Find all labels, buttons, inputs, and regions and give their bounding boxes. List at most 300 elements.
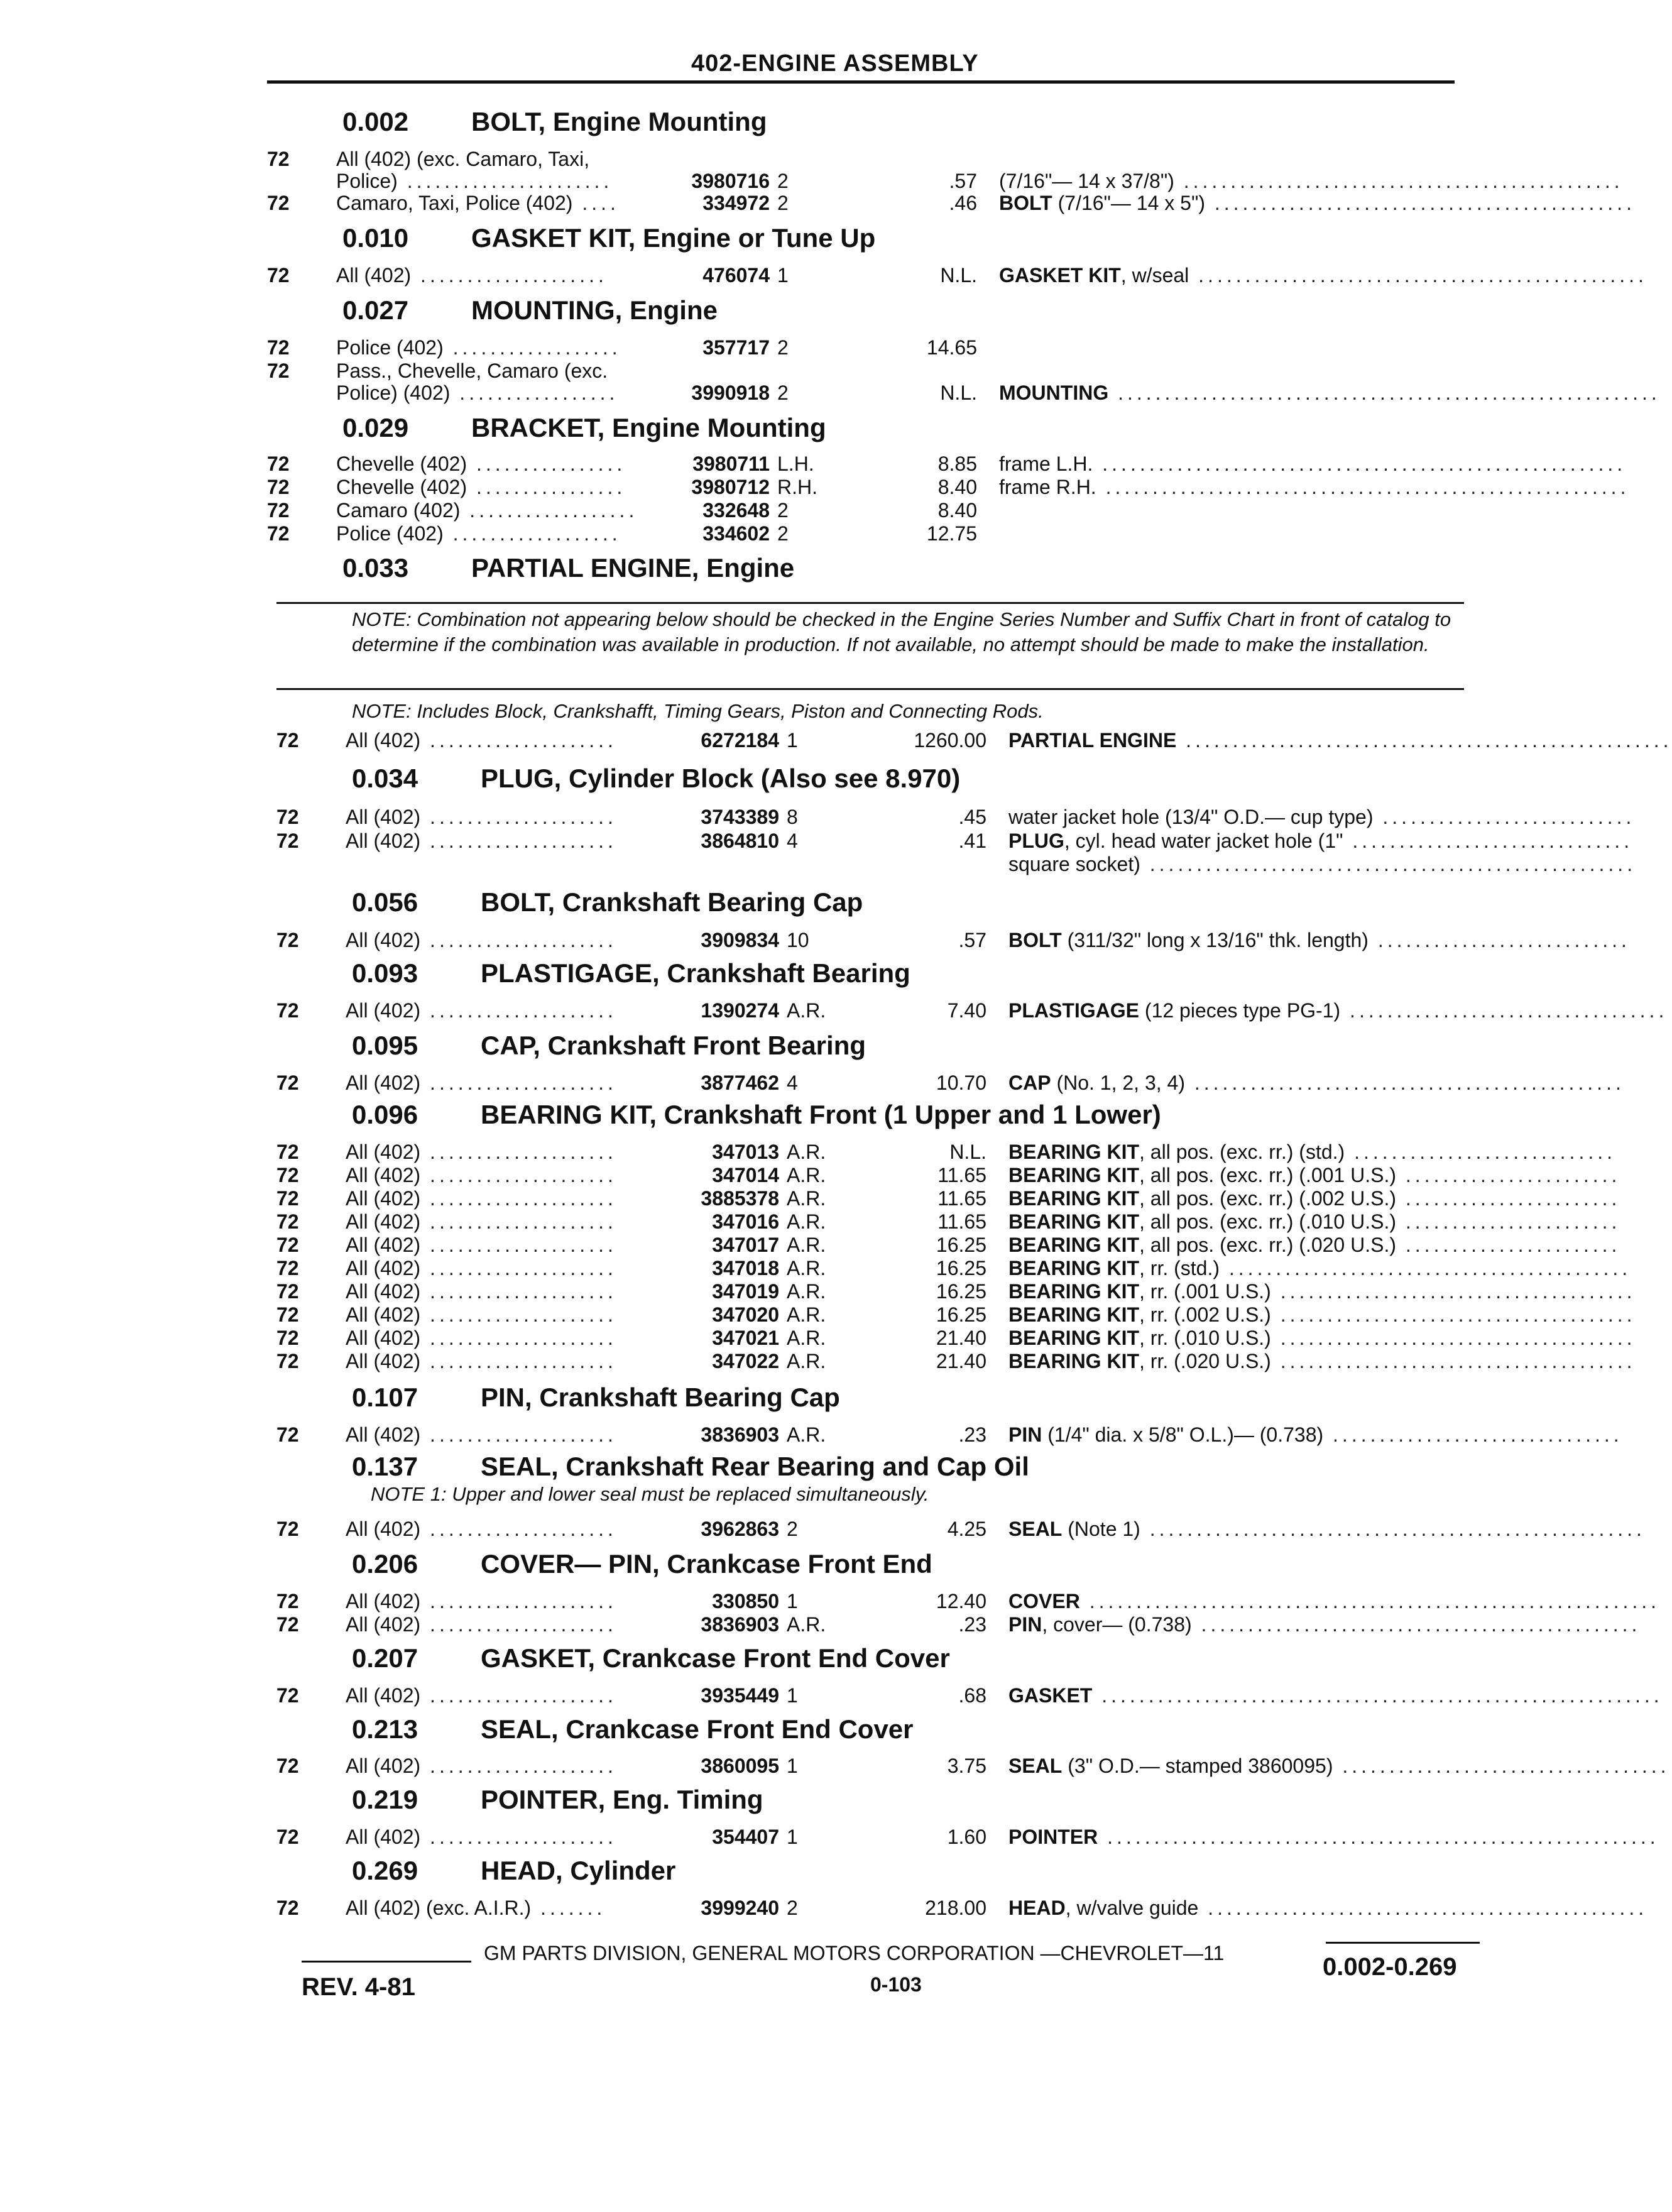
- table-row: [267, 336, 1483, 361]
- table-row: [276, 1234, 1621, 1259]
- section-name: CAP, Crankshaft Front Bearing: [481, 1031, 866, 1060]
- quantity: A.R.: [787, 999, 826, 1022]
- table-row: [276, 1210, 1621, 1235]
- table-row: [276, 1613, 1641, 1638]
- dot-leader: ..........................................................: [1108, 381, 1661, 404]
- section-number: 0.207: [352, 1643, 418, 1673]
- part-number: 347016: [712, 1210, 779, 1233]
- application: [346, 1164, 617, 1187]
- application-text: All (402): [346, 1210, 421, 1233]
- application-text: All (402): [346, 1423, 421, 1446]
- application-text: All (402): [346, 1327, 421, 1349]
- includes-note: NOTE: Includes Block, Crankshafft, Timing Gears, Piston and Connecting Rods.: [352, 700, 1044, 722]
- dot-leader: ....................: [420, 830, 617, 852]
- description: [999, 170, 1624, 193]
- application: [336, 170, 613, 193]
- price: .23: [958, 1613, 986, 1636]
- part-number: 3935449: [701, 1684, 779, 1707]
- table-row: [267, 381, 1661, 407]
- part-number: 347013: [712, 1141, 779, 1163]
- section-number: 0.010: [342, 223, 409, 253]
- section-name: COVER— PIN, Crankcase Front End: [481, 1549, 932, 1579]
- part-number: 357717: [702, 336, 770, 359]
- price: 1.60: [947, 1826, 986, 1848]
- table-row: [276, 929, 1631, 954]
- model-year: 72: [267, 452, 290, 475]
- section-name: SEAL, Crankshaft Rear Bearing and Cap Oil: [481, 1452, 1029, 1481]
- price: 7.40: [947, 999, 986, 1022]
- section-name: HEAD, Cylinder: [481, 1856, 676, 1885]
- part-number: 347021: [712, 1327, 779, 1349]
- application: [346, 1303, 617, 1327]
- dot-leader: ...............................: [1323, 1423, 1623, 1446]
- application: [346, 806, 617, 829]
- application: [346, 1897, 606, 1920]
- model-year: 72: [276, 806, 299, 828]
- dot-leader: ......................................: [1270, 1280, 1636, 1303]
- model-year: 72: [267, 476, 290, 498]
- application: [336, 522, 621, 545]
- model-year: 72: [276, 1613, 299, 1636]
- application-text: All (402): [346, 1518, 421, 1540]
- dot-leader: ..................: [443, 336, 621, 359]
- table-row: [267, 192, 1636, 217]
- part-number: 3962863: [701, 1518, 779, 1540]
- price: 12.40: [936, 1590, 986, 1612]
- dot-leader: ........................................................: [1093, 452, 1627, 475]
- table-row: [276, 1303, 1636, 1328]
- application-text: All (402): [346, 1590, 421, 1612]
- description-text: BEARING KIT, all pos. (exc. rr.) (.001 U.S.): [1008, 1164, 1396, 1186]
- model-year: 72: [276, 1327, 299, 1349]
- part-number: 354407: [712, 1826, 779, 1848]
- dot-leader: ....................: [420, 1590, 617, 1612]
- table-row: [276, 830, 1634, 855]
- section-name: PLASTIGAGE, Crankshaft Bearing: [481, 958, 910, 988]
- application: [346, 830, 617, 853]
- part-number: 332648: [702, 499, 770, 522]
- price: 11.65: [937, 1164, 986, 1186]
- application-text: All (402): [346, 1826, 421, 1848]
- dot-leader: ....................: [420, 1684, 617, 1707]
- price: N.L.: [949, 1141, 986, 1163]
- description: [1008, 1141, 1616, 1164]
- part-number: 1390274: [701, 999, 779, 1022]
- quantity: 1: [787, 1755, 798, 1777]
- part-number: 347017: [712, 1234, 779, 1256]
- dot-leader: ..............................................: [1184, 1071, 1625, 1094]
- dot-leader: ...............................................: [1174, 170, 1624, 192]
- section-heading: [352, 1549, 932, 1579]
- quantity: A.R.: [787, 1423, 826, 1446]
- quantity: 4: [787, 1071, 798, 1094]
- dot-leader: ....................: [420, 1210, 617, 1233]
- dot-leader: ...............................................: [1191, 1613, 1641, 1636]
- part-number: 3836903: [701, 1423, 779, 1446]
- part-number: 3877462: [701, 1071, 779, 1094]
- section-heading: [352, 1714, 914, 1744]
- table-row: [267, 170, 1624, 195]
- section-heading: [342, 295, 718, 326]
- dot-leader: ......................................: [1270, 1350, 1636, 1372]
- section-number: 0.219: [352, 1785, 418, 1814]
- price: 21.40: [936, 1327, 986, 1349]
- section-number: 0.107: [352, 1382, 418, 1412]
- description-text: GASKET KIT, w/seal: [999, 264, 1189, 287]
- section-heading: [352, 1382, 840, 1413]
- quantity: A.R.: [787, 1280, 826, 1303]
- application-text: All (402): [346, 929, 421, 951]
- dot-leader: ...............................................: [1198, 1897, 1648, 1919]
- table-row: [276, 1071, 1625, 1097]
- dot-leader: .......: [531, 1897, 606, 1919]
- part-number: 347018: [712, 1257, 779, 1279]
- dot-leader: ....................: [420, 1071, 617, 1094]
- model-year: 72: [276, 1590, 299, 1612]
- description: [1008, 1350, 1636, 1373]
- footer-left-rule: [302, 1961, 471, 1963]
- application: [346, 1590, 617, 1613]
- table-row: [267, 499, 1483, 524]
- table-row: [276, 806, 1636, 831]
- footer-right-rule: [1326, 1942, 1480, 1944]
- section-number: 0.033: [342, 553, 409, 583]
- description: [1008, 1257, 1631, 1280]
- dot-leader: ....................: [420, 1257, 617, 1279]
- model-year: 72: [276, 729, 299, 752]
- footer-item-range: 0.002-0.269: [1323, 1953, 1457, 1981]
- table-row: [276, 1684, 1663, 1709]
- model-year: 72: [276, 1684, 299, 1707]
- application: [336, 336, 621, 359]
- description-text: square socket): [1008, 853, 1140, 875]
- application: [346, 729, 617, 752]
- price: 21.40: [936, 1350, 986, 1372]
- part-number: 347022: [712, 1350, 779, 1372]
- description-text: BEARING KIT, rr. (.010 U.S.): [1008, 1327, 1271, 1349]
- dot-leader: .......................: [1396, 1210, 1621, 1233]
- application-text: All (402): [346, 729, 421, 752]
- part-number: 3860095: [701, 1755, 779, 1777]
- section-number: 0.095: [352, 1031, 418, 1060]
- application-text: All (402): [346, 1303, 421, 1326]
- dot-leader: .......................: [1396, 1234, 1621, 1256]
- part-number: 3980716: [691, 170, 770, 192]
- footer-company: GM PARTS DIVISION, GENERAL MOTORS CORPORATION —CHEVROLET—11: [484, 1942, 1225, 1964]
- section-name: BOLT, Crankshaft Bearing Cap: [481, 887, 863, 917]
- model-year: 72: [267, 522, 290, 545]
- dot-leader: .......................: [1396, 1187, 1621, 1210]
- dot-leader: ....................: [420, 999, 617, 1022]
- table-row: [276, 1327, 1636, 1352]
- quantity: 1: [787, 1684, 798, 1707]
- quantity: R.H.: [777, 476, 817, 498]
- application-text: Camaro (402): [336, 499, 461, 522]
- application-text: All (402): [346, 806, 421, 828]
- model-year: 72: [276, 1303, 299, 1326]
- description: [1008, 1613, 1641, 1636]
- part-number: 347014: [712, 1164, 779, 1186]
- description-text: PIN, cover— (0.738): [1008, 1613, 1192, 1636]
- model-year: 72: [276, 1071, 299, 1094]
- section-name: PARTIAL ENGINE, Engine: [471, 553, 795, 583]
- section-heading: [352, 1452, 1029, 1482]
- quantity: 1: [787, 729, 798, 752]
- table-row: [267, 452, 1627, 478]
- section-name: SEAL, Crankcase Front End Cover: [481, 1714, 914, 1744]
- table-row: [276, 1280, 1636, 1305]
- application: [346, 1684, 617, 1707]
- dot-leader: ....................: [420, 1613, 617, 1636]
- application-text: All (402) (exc. A.I.R.): [346, 1897, 532, 1919]
- quantity: A.R.: [787, 1303, 826, 1326]
- table-row: [276, 853, 1637, 878]
- model-year: 72: [267, 499, 290, 522]
- quantity: A.R.: [787, 1187, 826, 1210]
- quantity: 4: [787, 830, 798, 852]
- model-year: 72: [276, 1187, 299, 1210]
- section-name: BEARING KIT, Crankshaft Front (1 Upper and 1 Lower): [481, 1100, 1161, 1129]
- quantity: 10: [787, 929, 809, 951]
- application-text: All (402): [346, 1755, 421, 1777]
- application: [346, 1280, 617, 1303]
- description-text: PLUG, cyl. head water jacket hole (1": [1008, 830, 1343, 852]
- model-year: 72: [276, 1755, 299, 1777]
- dot-leader: ....................: [420, 1234, 617, 1256]
- description: [1008, 806, 1635, 829]
- application: [346, 1423, 617, 1447]
- section-name: PIN, Crankshaft Bearing Cap: [481, 1382, 840, 1412]
- price: N.L.: [940, 264, 977, 287]
- quantity: A.R.: [787, 1350, 826, 1372]
- model-year: 72: [276, 1164, 299, 1186]
- application-text: All (402): [336, 264, 412, 287]
- section-heading: [352, 887, 863, 917]
- table-row: [276, 999, 1668, 1024]
- model-year: 72: [276, 1423, 299, 1446]
- section-number: 0.137: [352, 1452, 418, 1481]
- table-row: [276, 1187, 1621, 1212]
- model-year: 72: [276, 1897, 299, 1919]
- application-text: All (402): [346, 1280, 421, 1303]
- dot-leader: ................................................: [1189, 264, 1647, 287]
- part-number: 3836903: [701, 1613, 779, 1636]
- quantity: A.R.: [787, 1613, 826, 1636]
- model-year: 72: [267, 336, 290, 359]
- model-year: 72: [276, 1141, 299, 1163]
- dot-leader: ....................: [420, 1327, 617, 1349]
- dot-leader: .......................: [1396, 1164, 1621, 1186]
- section-heading: [342, 553, 794, 583]
- quantity: A.R.: [787, 1257, 826, 1279]
- model-year: 72: [276, 999, 299, 1022]
- model-year: 72: [267, 148, 290, 170]
- description: [999, 476, 1629, 499]
- quantity: 2: [777, 170, 789, 192]
- quantity: 2: [777, 381, 789, 404]
- section-name: MOUNTING, Engine: [471, 295, 718, 325]
- section-number: 0.029: [342, 413, 409, 442]
- section-number: 0.093: [352, 958, 418, 988]
- model-year: 72: [276, 1350, 299, 1372]
- part-number: 6272184: [701, 729, 779, 752]
- description: [1008, 1755, 1670, 1778]
- table-row: [267, 476, 1630, 501]
- table-row: [276, 1350, 1636, 1375]
- description: [1008, 999, 1668, 1022]
- quantity: A.R.: [787, 1327, 826, 1349]
- application: [336, 359, 608, 383]
- quantity: A.R.: [787, 1164, 826, 1186]
- model-year: 72: [276, 1280, 299, 1303]
- quantity: 8: [787, 806, 798, 828]
- application-text: All (402): [346, 1071, 421, 1094]
- price: N.L.: [940, 381, 977, 404]
- description: [1008, 1187, 1620, 1210]
- description-text: SEAL (3" O.D.— stamped 3860095): [1008, 1755, 1333, 1777]
- description: [1008, 1210, 1620, 1234]
- description-text: frame L.H.: [999, 452, 1093, 475]
- part-number: 3980711: [692, 452, 770, 475]
- dot-leader: ....................: [420, 1303, 617, 1326]
- price: 11.65: [937, 1210, 986, 1233]
- quantity: L.H.: [777, 452, 814, 475]
- dot-leader: .............................................: [1205, 192, 1636, 214]
- application: [346, 1257, 617, 1280]
- price: 8.40: [937, 499, 977, 522]
- price: 3.75: [947, 1755, 986, 1777]
- application: [346, 929, 617, 952]
- section-heading: [352, 1643, 950, 1673]
- description: [999, 452, 1626, 476]
- dot-leader: ..................: [443, 522, 621, 545]
- application-text: All (402): [346, 1613, 421, 1636]
- description-text: PLASTIGAGE (12 pieces type PG-1): [1008, 999, 1341, 1022]
- application-text: Camaro, Taxi, Police (402): [336, 192, 573, 214]
- dot-leader: .....................................................: [1140, 1518, 1646, 1540]
- application-text: All (402): [346, 1187, 421, 1210]
- section-heading: [342, 107, 767, 137]
- part-number: 3864810: [701, 830, 779, 852]
- price: 16.25: [936, 1234, 986, 1256]
- quantity: A.R.: [787, 1210, 826, 1233]
- dot-leader: ...........................................................: [1098, 1826, 1659, 1848]
- section-number: 0.034: [352, 764, 418, 793]
- section-number: 0.269: [352, 1856, 418, 1885]
- application: [346, 999, 617, 1022]
- price: 11.65: [937, 1187, 986, 1210]
- description: [1008, 830, 1633, 853]
- price: 16.25: [936, 1280, 986, 1303]
- application-text: Chevelle (402): [336, 452, 467, 475]
- dot-leader: ....................: [411, 264, 608, 287]
- section-number: 0.027: [342, 295, 409, 325]
- part-number: 3999240: [701, 1897, 779, 1919]
- description-text: PIN (1/4" dia. x 5/8" O.L.)— (0.738): [1008, 1423, 1324, 1446]
- application: [346, 1210, 617, 1234]
- quantity: 1: [787, 1826, 798, 1848]
- quantity: A.R.: [787, 1141, 826, 1163]
- dot-leader: ....................................................: [1140, 853, 1637, 875]
- application-text: All (402) (exc. Camaro, Taxi,: [336, 148, 590, 170]
- application-text: All (402): [346, 1164, 421, 1186]
- description-text: water jacket hole (13/4" O.D.— cup type): [1008, 806, 1374, 828]
- part-number: 347020: [712, 1303, 779, 1326]
- application: [346, 1826, 617, 1849]
- price: .41: [958, 830, 986, 852]
- dot-leader: ....................: [420, 1350, 617, 1372]
- application: [346, 1327, 617, 1350]
- model-year: 72: [276, 1257, 299, 1279]
- section-number: 0.096: [352, 1100, 418, 1129]
- description-text: BEARING KIT, rr. (.020 U.S.): [1008, 1350, 1271, 1372]
- dot-leader: ....................: [420, 1164, 617, 1186]
- dot-leader: ...........................................: [1220, 1257, 1632, 1279]
- description-text: PARTIAL ENGINE: [1008, 729, 1177, 752]
- description: [999, 264, 1647, 287]
- dot-leader: ...........................: [1368, 929, 1631, 951]
- description-text: POINTER: [1008, 1826, 1098, 1848]
- description-text: BEARING KIT, all pos. (exc. rr.) (.010 U.S.): [1008, 1210, 1396, 1233]
- note-top-rule: [276, 602, 1464, 604]
- price: 16.25: [936, 1257, 986, 1279]
- description-text: BEARING KIT, all pos. (exc. rr.) (std.): [1008, 1141, 1345, 1163]
- model-year: 72: [276, 830, 299, 852]
- description: [1008, 1897, 1647, 1920]
- application: [336, 499, 638, 522]
- description-text: COVER: [1008, 1590, 1080, 1612]
- dot-leader: ......................................: [1270, 1303, 1636, 1326]
- price: .46: [949, 192, 977, 214]
- dot-leader: ............................................................: [1092, 1684, 1663, 1707]
- dot-leader: ....................: [420, 1755, 617, 1777]
- seal-note: NOTE 1: Upper and lower seal must be replaced simultaneously.: [371, 1483, 929, 1505]
- application: [336, 148, 589, 171]
- dot-leader: ....................: [420, 1826, 617, 1848]
- application-text: All (402): [346, 1350, 421, 1372]
- table-row: [267, 522, 1483, 547]
- table-row: [276, 1897, 1648, 1922]
- dot-leader: ....................: [420, 1423, 617, 1446]
- description: [1008, 1423, 1623, 1447]
- description: [1008, 1684, 1663, 1707]
- description: [1008, 1590, 1660, 1613]
- table-row: [276, 1164, 1621, 1189]
- table-row: [276, 1257, 1632, 1282]
- description-text: BEARING KIT, rr. (std.): [1008, 1257, 1220, 1279]
- dot-leader: ....................................................: [1176, 729, 1672, 752]
- dot-leader: ..................: [460, 499, 638, 522]
- description-text: GASKET: [1008, 1684, 1093, 1707]
- description-text: BOLT (7/16"— 14 x 5"): [999, 192, 1205, 214]
- dot-leader: ...................................: [1333, 1755, 1670, 1777]
- section-heading: [352, 1785, 763, 1815]
- section-number: 0.002: [342, 107, 409, 136]
- footer-revision: REV. 4-81: [302, 1973, 415, 2001]
- quantity: 2: [777, 499, 789, 522]
- application-text: Police): [336, 170, 398, 192]
- application: [346, 1141, 617, 1164]
- description-text: CAP (No. 1, 2, 3, 4): [1008, 1071, 1185, 1094]
- description: [1008, 1518, 1646, 1541]
- section-name: POINTER, Eng. Timing: [481, 1785, 763, 1814]
- description-text: BEARING KIT, rr. (.002 U.S.): [1008, 1303, 1271, 1326]
- dot-leader: ............................: [1345, 1141, 1616, 1163]
- table-row: [276, 729, 1672, 754]
- application: [346, 1350, 617, 1373]
- section-number: 0.213: [352, 1714, 418, 1744]
- price: 12.75: [926, 522, 977, 545]
